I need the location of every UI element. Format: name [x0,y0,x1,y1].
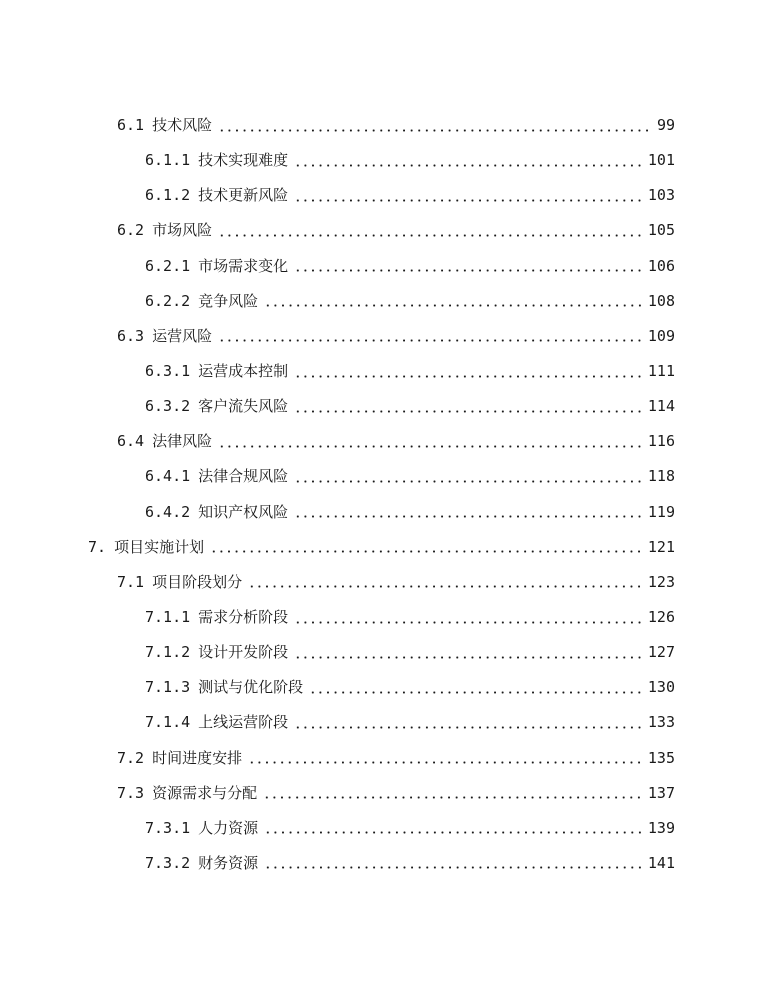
toc-entry-page: 121 [647,537,675,556]
toc-entry-number: 7.1.1 [145,608,191,626]
dot-leader [294,621,642,624]
toc-entry-title: 设计开发阶段 [198,643,289,662]
toc-entry-page: 135 [647,748,675,767]
toc-entry[interactable] [117,781,675,805]
toc-entry-number: 6.1.2 [145,186,191,205]
toc-entry-number: 6.4.2 [145,502,191,521]
toc-entry-number: 7.2 [117,748,145,767]
toc-entry-page: 105 [647,221,675,240]
toc-entry-title: 市场风险 [152,221,213,240]
toc-entry-title: 运营风险 [152,326,213,345]
toc-entry-title: 项目阶段划分 [152,572,243,591]
toc-entry-page: 119 [647,502,675,521]
toc-entry-title: 技术实现难度 [198,151,289,170]
toc-entry-number: 6.2.1 [145,256,191,275]
toc-entry-page: 114 [647,397,675,416]
toc-entry-title: 人力资源 [198,818,259,837]
dot-leader [294,269,642,272]
dot-leader [294,410,642,413]
toc-entry-title: 法律合规风险 [198,467,289,486]
toc-entry-page: 101 [647,151,675,170]
toc-entry-page: 118 [647,467,675,486]
toc-entry-number: 6.1.1 [145,151,191,170]
toc-entry-title: 知识产权风险 [198,502,289,521]
toc-entry[interactable] [117,429,675,453]
toc-entry-page: 109 [647,326,675,345]
toc-entry-title: 资源需求与分配 [152,783,258,802]
dot-leader [264,866,642,869]
toc-entry-number: 7.1.4 [145,713,191,732]
toc-entry-number: 6.4 [117,432,145,451]
dot-leader [294,375,642,378]
toc-entry[interactable] [145,851,675,875]
toc-entry-number: 7.3 [117,783,145,802]
toc-entry[interactable] [145,640,675,664]
toc-entry-page: 130 [647,678,675,697]
toc-entry[interactable] [145,289,675,313]
dot-leader [218,234,642,237]
toc-entry[interactable] [145,183,675,207]
toc-entry-page: 116 [647,432,675,451]
toc-entry-title: 运营成本控制 [198,362,289,380]
toc-entry-page: 127 [647,643,675,662]
dot-leader [218,339,642,342]
toc-entry-page: 133 [647,713,675,732]
toc-entry-title: 上线运营阶段 [198,713,289,732]
dot-leader [264,831,642,834]
toc-entry[interactable] [145,394,675,418]
toc-entry-number: 6.4.1 [145,467,191,486]
dot-leader [264,304,642,307]
dot-leader [294,199,642,202]
toc-entry-page: 108 [647,291,675,310]
dot-leader [263,796,642,799]
toc-entry-title: 项目实施计划 [114,537,205,556]
dot-leader [294,726,642,729]
toc-entry[interactable] [145,359,675,383]
dot-leader [218,129,651,132]
toc-entry[interactable] [117,324,675,348]
toc-entry-title: 技术更新风险 [198,186,289,205]
dot-leader [294,656,642,659]
toc-entry-page: 106 [647,256,675,275]
toc-entry-number: 6.3 [117,326,145,345]
toc-entry-number: 7.1.2 [145,643,191,662]
toc-entry-number: 7.1.3 [145,678,191,697]
toc-entry-title: 技术风险 [152,116,213,134]
toc-entry-title: 时间进度安排 [152,748,243,767]
dot-leader [210,550,642,553]
toc-entry-title: 需求分析阶段 [198,608,289,626]
toc-entry-page: 139 [647,818,675,837]
dot-leader [248,761,642,764]
toc-entry-title: 法律风险 [152,432,213,451]
dot-leader [218,445,642,448]
toc-entry-number: 6.3.1 [145,362,191,380]
toc-entry-title: 市场需求变化 [198,256,289,275]
toc-entry-page: 99 [656,116,675,134]
toc-entry-number: 6.2 [117,221,145,240]
toc-entry-title: 测试与优化阶段 [198,678,304,697]
toc-entry-page: 111 [647,362,675,380]
dot-leader [294,515,642,518]
dot-leader [309,691,642,694]
toc-entry[interactable] [117,218,675,242]
toc-entry[interactable] [145,464,675,488]
toc-entry[interactable] [88,535,675,559]
toc-entry-page: 137 [647,783,675,802]
toc-entry-number: 7.3.2 [145,853,191,872]
toc-entry-number: 7.3.1 [145,818,191,837]
toc-entry[interactable] [145,605,675,629]
dot-leader [294,480,642,483]
toc-entry[interactable] [145,710,675,734]
toc-entry[interactable] [145,816,675,840]
toc-entry[interactable] [145,500,675,524]
toc-entry[interactable] [145,675,675,699]
toc-entry-page: 141 [647,853,675,872]
toc-entry-title: 财务资源 [198,853,259,872]
dot-leader [294,164,642,167]
toc-entry-number: 7. [88,537,107,556]
toc-entry-title: 客户流失风险 [198,397,289,416]
toc-entry-number: 6.2.2 [145,291,191,310]
toc-entry-number: 6.3.2 [145,397,191,416]
toc-entry[interactable] [145,148,675,172]
toc-entry-title: 竞争风险 [198,291,259,310]
toc-entry-page: 103 [647,186,675,205]
toc-entry-page: 126 [647,608,675,626]
dot-leader [248,585,642,588]
toc-entry[interactable] [117,746,675,770]
toc-entry-number: 6.1 [117,116,145,134]
toc-entry[interactable] [117,113,675,137]
toc-entry-page: 123 [647,572,675,591]
toc-entry[interactable] [145,254,675,278]
toc-entry[interactable] [117,570,675,594]
toc-entry-number: 7.1 [117,572,145,591]
